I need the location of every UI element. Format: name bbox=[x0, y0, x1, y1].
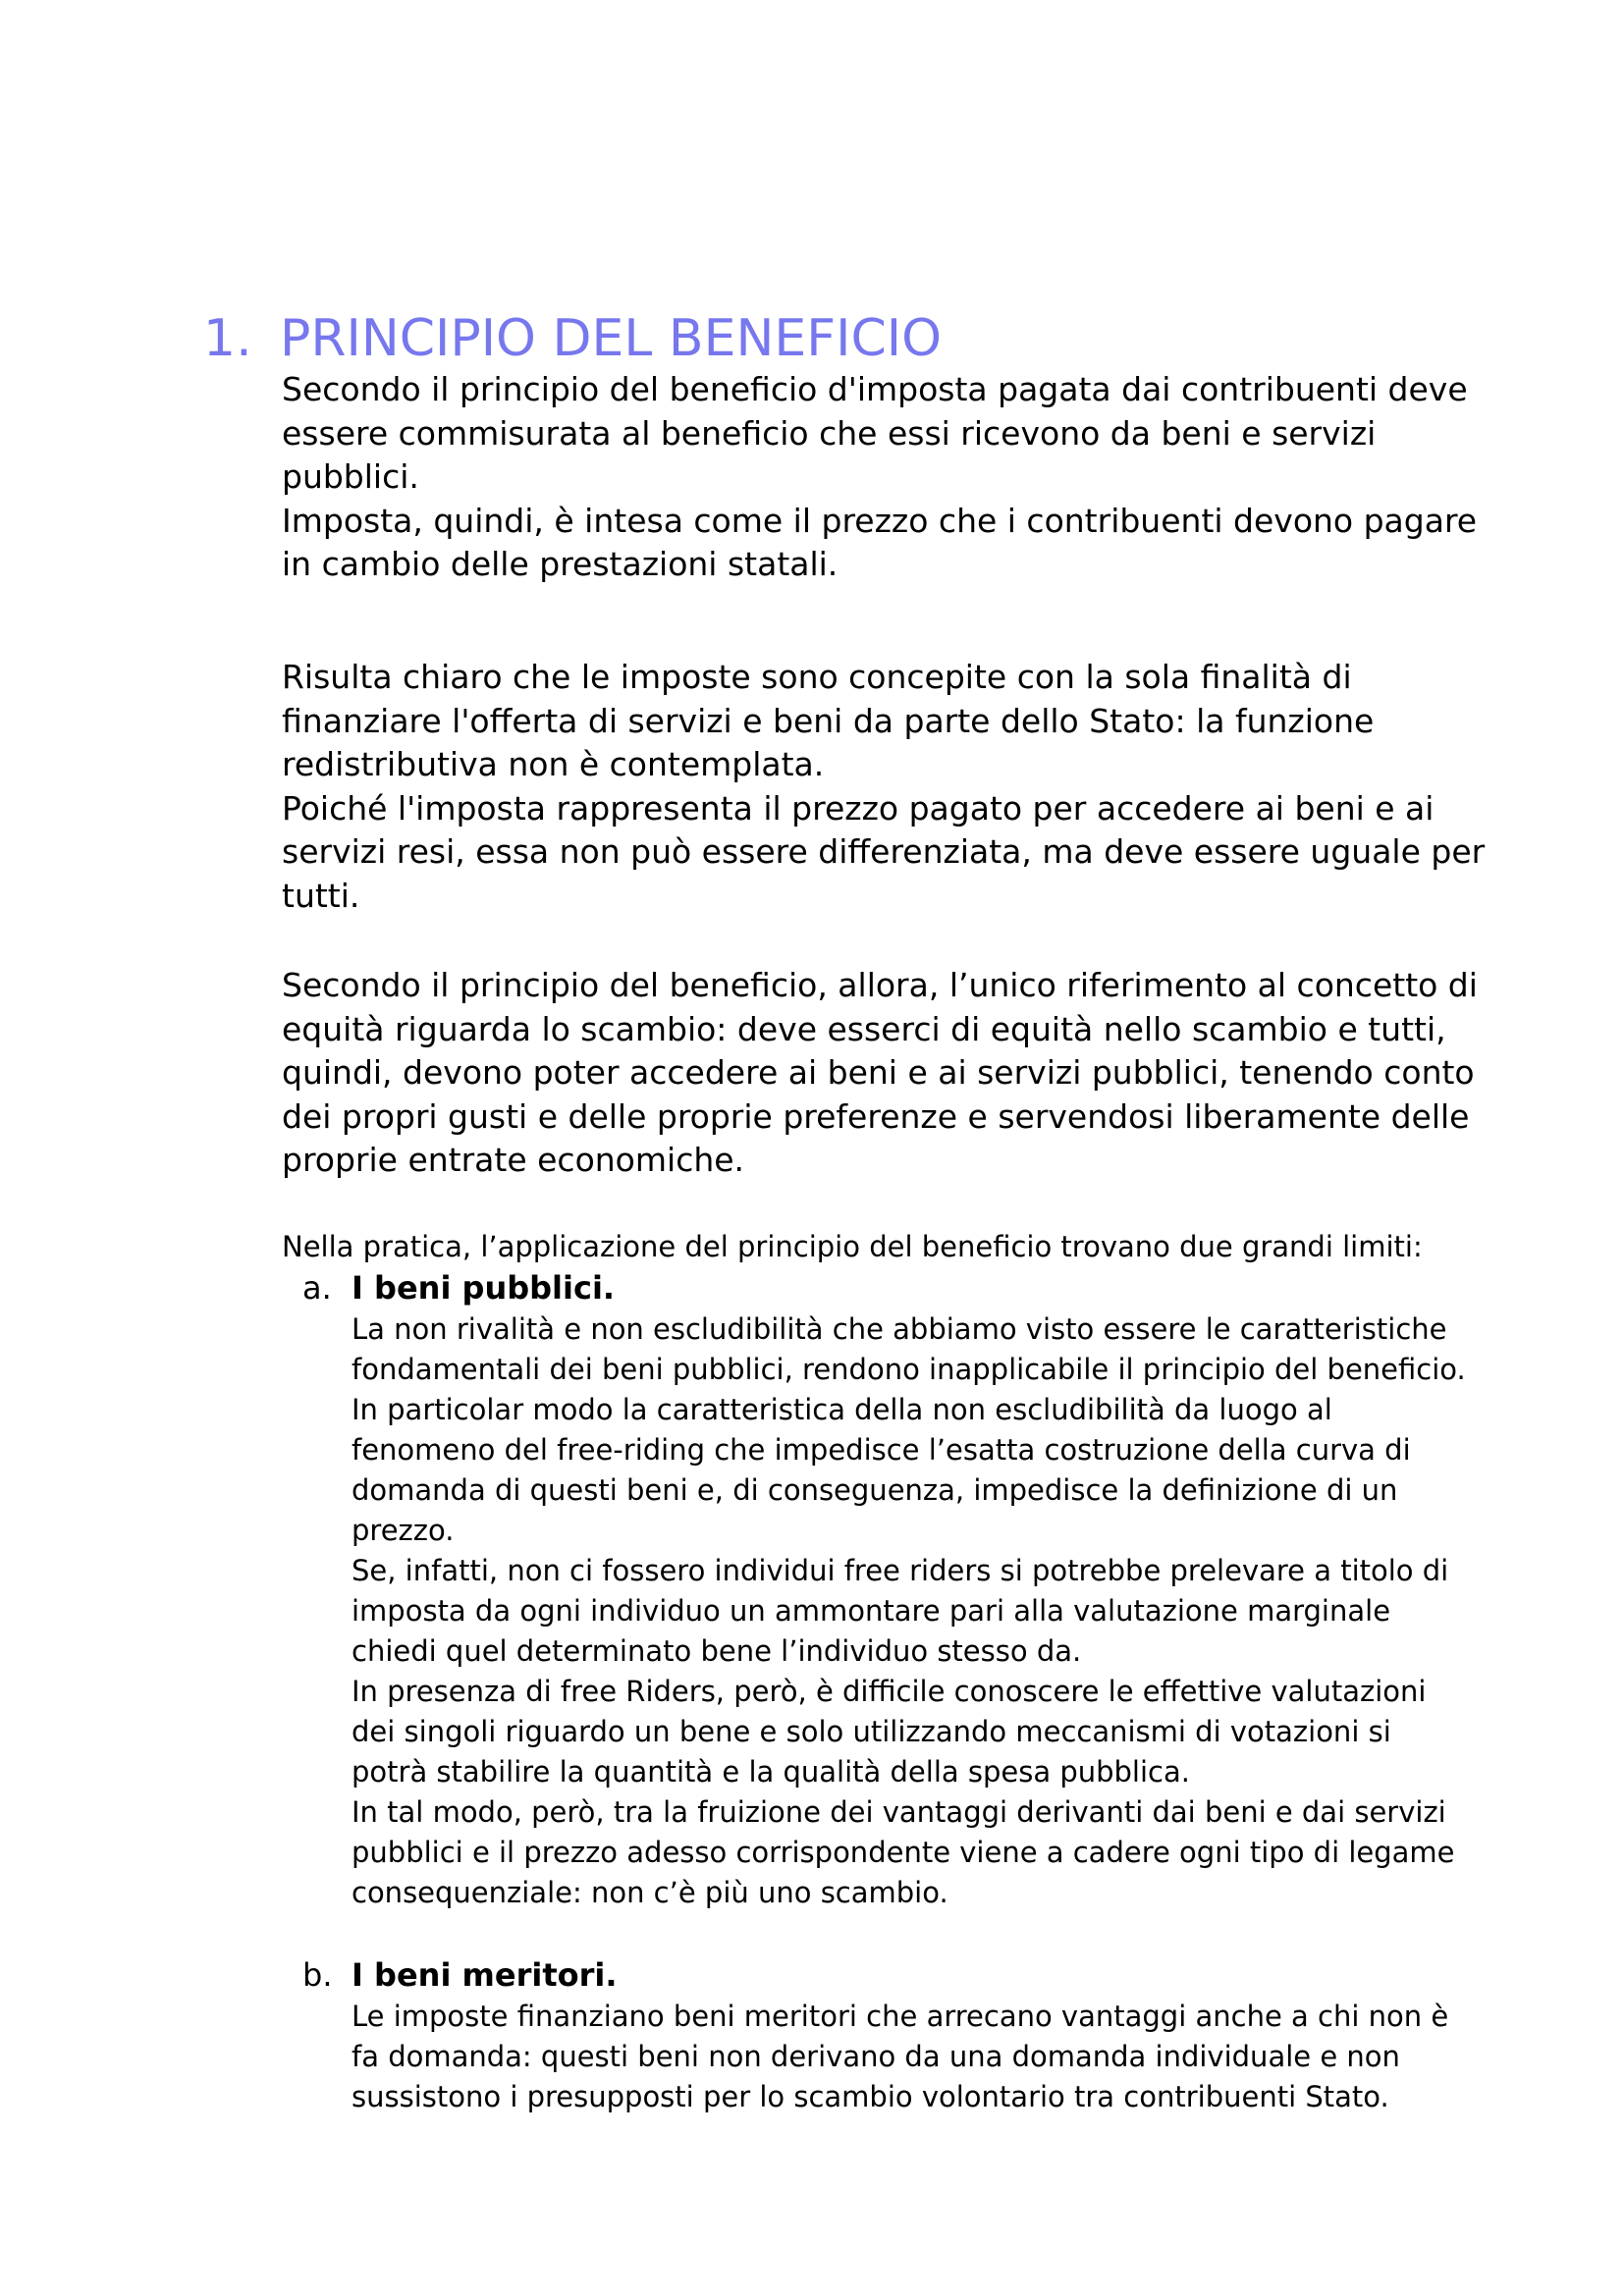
text-line: pubblici. bbox=[282, 457, 419, 496]
text-line: servizi resi, essa non può essere differenziata, ma deve essere uguale per bbox=[282, 832, 1486, 871]
text-line: redistributiva non è contemplata. bbox=[282, 745, 825, 783]
text-line: equità riguarda lo scambio: deve esserci di equità nello scambio e tutti, bbox=[282, 1009, 1446, 1048]
limits-intro: Nella pratica, l’applicazione del principio del beneficio trovano due grandi limiti: bbox=[282, 1230, 1423, 1263]
text-line: Le imposte finanziano beni meritori che arrecano vantaggi anche a chi non è bbox=[352, 2000, 1449, 2033]
text-line: chiedi quel determinato bene l’individuo stesso da. bbox=[352, 1634, 1082, 1668]
text-line: consequenziale: non c’è più uno scambio. bbox=[352, 1876, 948, 1909]
page-title bbox=[203, 304, 942, 373]
text-line: Se, infatti, non ci fossero individui free riders si potrebbe prelevare a titolo di bbox=[352, 1554, 1449, 1587]
text-line: In particolar modo la caratteristica della non escludibilità da luogo al bbox=[352, 1393, 1332, 1426]
text-line: Imposta, quindi, è intesa come il prezzo che i contribuenti devono pagare bbox=[282, 501, 1478, 540]
list-marker-b: b. bbox=[302, 1956, 333, 1994]
text-line: essere commisurata al beneficio che essi ricevono da beni e servizi bbox=[282, 413, 1377, 453]
text-line: tutti. bbox=[282, 876, 360, 915]
text-line: Secondo il principio del beneficio, allora, l’unico riferimento al concetto di bbox=[282, 966, 1478, 1004]
text-line: domanda di questi beni e, di conseguenza, impedisce la definizione di un bbox=[352, 1473, 1398, 1507]
text-line: quindi, devono poter accedere ai beni e ai servizi pubblici, tenendo conto bbox=[282, 1053, 1475, 1092]
text-line: in cambio delle prestazioni statali. bbox=[282, 545, 839, 583]
text-line: dei singoli riguardo un bene e solo utilizzando meccanismi di votazioni si bbox=[352, 1715, 1391, 1748]
section-a-heading bbox=[302, 1266, 615, 1309]
text-line: imposta da ogni individuo un ammontare pari alla valutazione marginale bbox=[352, 1594, 1391, 1628]
text-line: fa domanda: questi beni non derivano da una domanda individuale e non bbox=[352, 2040, 1400, 2073]
paragraph-1 bbox=[282, 368, 1519, 587]
text-line: potrà stabilire la quantità e la qualità della spesa pubblica. bbox=[352, 1755, 1190, 1789]
text-line: fondamentali dei beni pubblici, rendono inapplicabile il principio del beneficio. bbox=[352, 1353, 1466, 1386]
text-line: In presenza di free Riders, però, è difficile conoscere le effettive valutazioni bbox=[352, 1675, 1427, 1708]
text-line: sussistono i presupposti per lo scambio volontario tra contribuenti Stato. bbox=[352, 2080, 1389, 2113]
text-line: In tal modo, però, tra la fruizione dei vantaggi derivanti dai beni e dai servizi bbox=[352, 1795, 1446, 1829]
list-marker-a: a. bbox=[302, 1269, 332, 1307]
section-a-body bbox=[352, 1309, 1530, 1913]
section-number: 1. bbox=[203, 309, 252, 368]
text-line: finanziare l'offerta di servizi e beni da parte dello Stato: la funzione bbox=[282, 701, 1375, 740]
text-line: prezzo. bbox=[352, 1514, 455, 1547]
text-line: pubblici e il prezzo adesso corrispondente viene a cadere ogni tipo di legame bbox=[352, 1836, 1455, 1869]
paragraph-2 bbox=[282, 656, 1519, 918]
text-line: Poiché l'imposta rappresenta il prezzo pagato per accedere ai beni e ai bbox=[282, 788, 1435, 828]
text-line: Secondo il principio del beneficio d'imposta pagata dai contribuenti deve bbox=[282, 370, 1468, 408]
paragraph-3 bbox=[282, 964, 1519, 1183]
text-line: fenomeno del free-riding che impedisce l’esatta costruzione della curva di bbox=[352, 1433, 1411, 1467]
section-title-text: PRINCIPIO DEL BENEFICIO bbox=[280, 309, 943, 368]
text-line: dei propri gusti e delle proprie preferenze e servendosi liberamente delle bbox=[282, 1096, 1470, 1136]
section-b-title: I beni meritori. bbox=[352, 1956, 618, 1994]
text-line: proprie entrate economiche. bbox=[282, 1141, 745, 1179]
section-b-heading bbox=[302, 1953, 618, 1997]
text-line: Risulta chiaro che le imposte sono concepite con la sola finalità di bbox=[282, 658, 1352, 696]
section-a-title: I beni pubblici. bbox=[352, 1269, 616, 1307]
text-line: La non rivalità e non escludibilità che abbiamo visto essere le caratteristiche bbox=[352, 1312, 1447, 1346]
section-b-body bbox=[352, 1997, 1530, 2117]
